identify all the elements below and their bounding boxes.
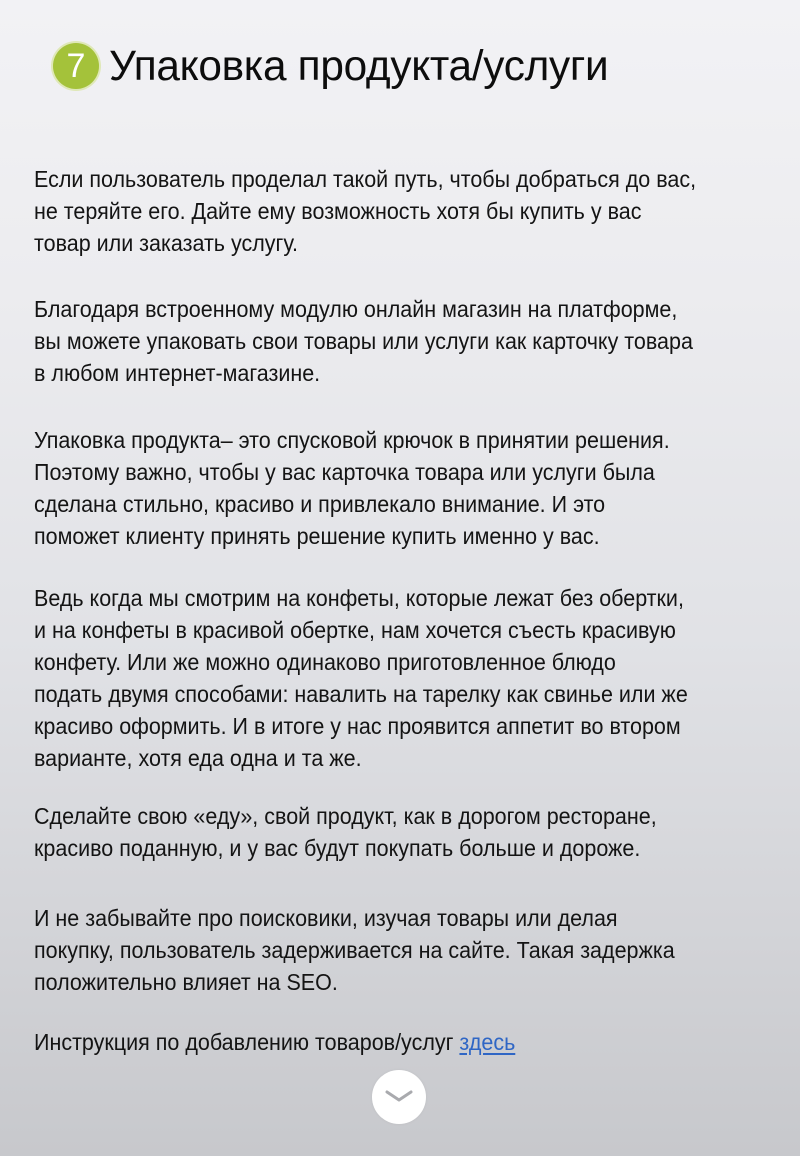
paragraph-packaging-trigger [34,424,670,552]
instruction-link[interactable]: здесь [459,1029,516,1055]
text-line: красиво оформить. И в итоге у нас проявится аппетит во втором [34,713,681,739]
paragraph-online-store [34,293,693,389]
instruction-text: Инструкция по добавлению товаров/услуг [34,1029,460,1055]
text-line: Благодаря встроенному модулю онлайн магазин на платформе, [34,296,678,322]
text-line: Сделайте свою «еду», свой продукт, как в дорогом ресторане, [34,803,657,829]
scroll-down-button[interactable] [372,1070,426,1124]
paragraph-candy-example [34,582,688,774]
text-line: в любом интернет-магазине. [34,360,321,386]
text-line: не теряйте его. Дайте ему возможность хотя бы купить у вас [34,198,642,224]
text-line: Поэтому важно, чтобы у вас карточка товара или услуги была [34,459,655,485]
section-header [53,36,616,96]
text-line: вы можете упаковать свои товары или услуги как карточку товара [34,328,693,354]
step-number-badge: 7 [53,43,99,89]
text-line: красиво поданную, и у вас будут покупать больше и дороже. [34,835,641,861]
chevron-down-icon [384,1089,414,1105]
text-line: поможет клиенту принять решение купить именно у вас. [34,523,600,549]
text-line: подать двумя способами: навалить на тарелку как свинье или же [34,681,688,707]
paragraph-instruction [34,1026,515,1058]
text-line: варианте, хотя еда одна и та же. [34,745,362,771]
paragraph-restaurant [34,800,657,864]
text-line: конфету. Или же можно одинаково приготовленное блюдо [34,649,616,675]
text-line: и на конфеты в красивой обертке, нам хочется съесть красивую [34,617,676,643]
paragraph-intro [34,163,696,259]
text-line: положительно влияет на SEO. [34,969,338,995]
text-line: И не забывайте про поисковики, изучая товары или делая [34,905,618,931]
text-line: покупку, пользователь задерживается на сайте. Такая задержка [34,937,675,963]
paragraph-seo [34,902,675,998]
text-line: Упаковка продукта– это спусковой крючок в принятии решения. [34,427,670,453]
text-line: Ведь когда мы смотрим на конфеты, которые лежат без обертки, [34,585,684,611]
text-line: сделана стильно, красиво и привлекало внимание. И это [34,491,606,517]
text-line: товар или заказать услугу. [34,230,298,256]
text-line: Если пользователь проделал такой путь, чтобы добраться до вас, [34,166,697,192]
page-title: Упаковка продукта/услуги [109,42,609,90]
